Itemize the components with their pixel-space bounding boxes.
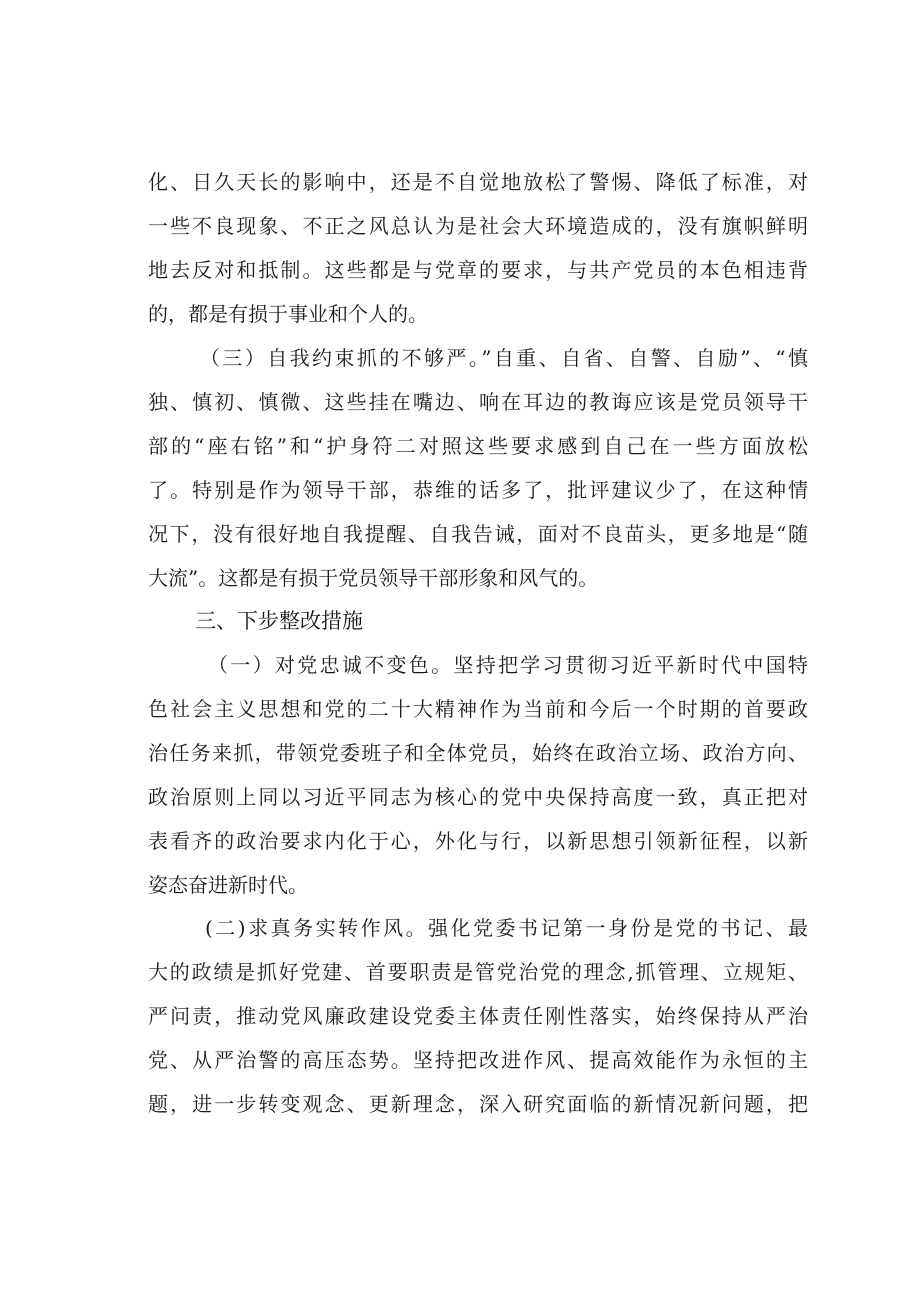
paragraph-self-restraint-line-6: 大流”。这都是有损于党员领导干部形象和风气的。 bbox=[148, 566, 599, 590]
section-heading: 三、下步整改措施 bbox=[195, 609, 363, 633]
paragraph-self-restraint-line-4: 了。特别是作为领导干部，恭维的话多了，批评建议少了，在这种情 bbox=[148, 478, 808, 502]
paragraph-loyalty-line-5: 表看齐的政治要求内化于心，外化与行，以新思想引领新征程，以新 bbox=[148, 829, 808, 853]
paragraph-work-style-line-1: (二)求真务实转作风。强化党委书记第一身份是党的书记、最 bbox=[205, 916, 808, 940]
paragraph-work-style-line-3: 严问责，推动党风廉政建设党委主体责任刚性落实，始终保持从严治 bbox=[148, 1004, 808, 1028]
paragraph-intro-line-4: 的，都是有损于事业和个人的。 bbox=[148, 302, 428, 326]
paragraph-self-restraint-line-1: （三）自我约束抓的不够严。”自重、自省、自警、自励”、“慎 bbox=[200, 346, 808, 370]
paragraph-loyalty-line-4: 政治原则上同以习近平同志为核心的党中央保持高度一致，真正把对 bbox=[148, 785, 808, 809]
paragraph-loyalty-line-3: 治任务来抓，带领党委班子和全体党员，始终在政治立场、政治方向、 bbox=[148, 741, 808, 765]
paragraph-intro-line-2: 一些不良现象、不正之风总认为是社会大环境造成的，没有旗帜鲜明 bbox=[148, 214, 808, 238]
paragraph-self-restraint-line-5: 况下，没有很好地自我提醒、自我告诫，面对不良苗头，更多地是“随 bbox=[148, 522, 808, 546]
paragraph-loyalty-line-6: 姿态奋进新时代。 bbox=[148, 873, 308, 897]
paragraph-work-style-line-2: 大的政绩是抓好党建、首要职责是管党治党的理念,抓管理、立规矩、 bbox=[148, 960, 808, 984]
paragraph-intro-line-3: 地去反对和抵制。这些都是与党章的要求，与共产党员的本色相违背 bbox=[148, 258, 808, 282]
paragraph-self-restraint-line-2: 独、慎初、慎微、这些挂在嘴边、响在耳边的教诲应该是党员领导干 bbox=[148, 390, 808, 414]
paragraph-loyalty-line-1: （一）对党忠诚不变色。坚持把学习贯彻习近平新时代中国特 bbox=[208, 653, 808, 677]
paragraph-intro-line-1: 化、日久天长的影响中，还是不自觉地放松了警惕、降低了标准，对 bbox=[148, 170, 808, 194]
paragraph-work-style-line-5: 题，进一步转变观念、更新理念，深入研究面临的新情况新问题，把 bbox=[148, 1092, 808, 1116]
paragraph-loyalty-line-2: 色社会主义思想和党的二十大精神作为当前和今后一个时期的首要政 bbox=[148, 697, 808, 721]
paragraph-self-restraint-line-3: 部的“座右铭”和“护身符二对照这些要求感到自己在一些方面放松 bbox=[148, 434, 808, 458]
paragraph-work-style-line-4: 党、从严治警的高压态势。坚持把改进作风、提高效能作为永恒的主 bbox=[148, 1048, 808, 1072]
